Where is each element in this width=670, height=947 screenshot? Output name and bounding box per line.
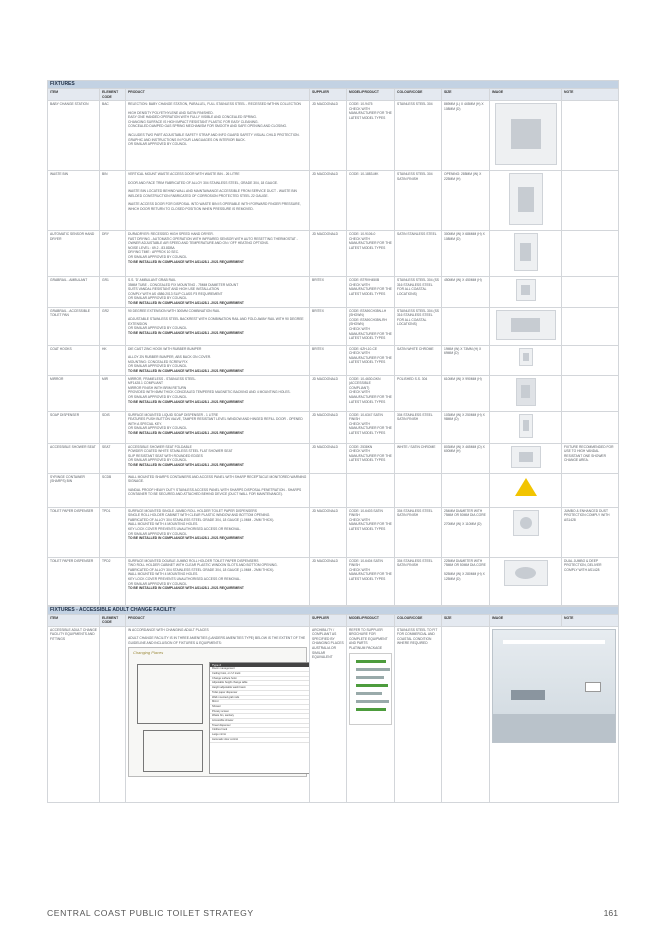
product-line: SINGLE ROLL HOLDER CABINET WITH CLEAR PLASTIC WINDOW AND BOTTOM OPENING. (128, 513, 271, 518)
note (562, 411, 619, 443)
product-description (126, 411, 310, 443)
product-line: COMPLY WITH AS 4586:2013 SLIP CLASS P3 REQUIREMENT (128, 291, 223, 296)
col-product: PRODUCT (126, 614, 310, 626)
element-code: MIR (100, 375, 126, 411)
product-line: TO BE INSTALLED IN COMPLIANCE WITH AS1428.1 -2021 REQUIREMENT (128, 300, 244, 305)
product-line: DOOR AND FACE TRIM FABRICATED OF ALLOY 304 STAINLESS STEEL, GRADE 304, 18 GAUGE. (128, 180, 278, 185)
product-line: WASTE ACCESS DOOR FOR DISPOSAL INTO WASTE BIN IS OPERABLE WITH FORWARD FINGER PRESSURE, WHICH DOOR RETURN TO CLOSED POSITION WHEN PRESSURE IS REMOVED. (128, 202, 301, 211)
element-code: SEAT (100, 443, 126, 473)
roll2-image (504, 560, 548, 586)
product-line: TO BE INSTALLED IN COMPLIANCE WITH AS1428.1 -2021 REQUIREMENT (128, 536, 244, 541)
colour: SATIN WHITE CHROME (395, 345, 442, 375)
note: FIXTURE RECOMMENDED FOR USE TO HIGH VANDAL RESISTANT ONE SHOWER CHANGE AREA. (562, 443, 619, 473)
colour (395, 473, 442, 507)
product-image (490, 171, 562, 231)
product-description (126, 473, 310, 507)
product-line: TO BE INSTALLED IN COMPLIANCE WITH AS1428.1 -2021 REQUIREMENT (128, 399, 244, 404)
section-fixtures (48, 81, 619, 89)
colour: SATIN STAINLESS STEEL (395, 231, 442, 277)
product-line: DURADRYER: RECESSED HIGH SPEED HAND DRYER. (128, 232, 214, 236)
model (347, 626, 395, 802)
product-image (490, 626, 619, 802)
product-line: KEY LOCK COVER PREVENTS UNAUTHORISED ACCESS OR REMOVAL. (128, 526, 241, 531)
product-line: OR SIMILAR APPROVED BY COUNCIL (128, 581, 188, 586)
colour: POLISHED S.S. 304 (395, 375, 442, 411)
colour: STAINLESS STEEL 304 (395, 101, 442, 171)
note: JUMBO & ENHANCED DUST PROTECTION COMPLY WITH AS1428 (562, 507, 619, 557)
product-line: OR SIMILAR APPROVED BY COUNCIL (128, 426, 188, 431)
product-description (126, 345, 310, 375)
section-title: FIXTURES - ACCESSIBLE ADULT CHANGE FACILITY (48, 606, 619, 614)
section-title: FIXTURES (48, 81, 619, 89)
product-line: WALL MOUNTED SHARPS CONTAINERS AND ACCESS PANEL WITH SHARP RECEPTACLE MONITORED WARNING SIGNAGE. (128, 474, 307, 484)
plan-key-item: Mirror (210, 700, 310, 705)
element-code: HK (100, 345, 126, 375)
model: CODE: BTA90CH35N-LH (SHOWN) CODE: BTA90CH35N-RH (SHOWN) CHECK WITH MANUFACTURER FOR THE LATEST MODEL TYPES (347, 307, 395, 345)
plan-key-list (210, 667, 310, 742)
element-code: BAC (100, 101, 126, 171)
product-line: TO BE INSTALLED IN COMPLIANCE WITH AS1428.1 -2021 REQUIREMENT (128, 462, 244, 467)
table-row (48, 307, 619, 345)
supplier: JD MACDONALD (310, 443, 347, 473)
footer-title: CENTRAL COAST PUBLIC TOILET STRATEGY (47, 908, 254, 918)
size (442, 626, 490, 802)
colour: STAINLESS STEEL 304 (SS 316 STAINLESS STEEL FOR ALL COASTAL LOCATIONS) (395, 277, 442, 308)
col-product: PRODUCT (126, 89, 310, 101)
col-code: ELEMENT CODE (100, 89, 126, 101)
product-line: S.S. 'D' AMBULANT GRAB RAIL (128, 278, 176, 282)
plan-key-item: Large mirror (210, 733, 310, 738)
product-image (490, 473, 562, 507)
col-note: NOTE (562, 89, 619, 101)
plan-key (209, 662, 310, 774)
plan-key-item: Toilet paper dispenser (210, 691, 310, 696)
table-row (48, 375, 619, 411)
supplier: ARCHIBILITY / COMPLIANT AS SPECIFIED BY CHANGING PLACES AUSTRALIA OR SIMILAR EQUIVALENT (310, 626, 347, 802)
model: CODE: BTRVH450B CHECK WITH MANUFACTURER FOR THE LATEST MODEL TYPES (347, 277, 395, 308)
product-line: 90 DEGREE EXTENSION WITH 300MM COMBINATION RAIL (128, 308, 220, 313)
table-row (48, 231, 619, 277)
note (562, 101, 619, 171)
product-line: TO BE INSTALLED IN COMPLIANCE WITH AS1428.1 -2021 REQUIREMENT (128, 586, 244, 591)
model: CODE: 10-6347 SATIN FINISH CHECK WITH MANUFACTURER FOR THE LATEST MODEL TYPES (347, 411, 395, 443)
product-line: TO BE INSTALLED IN COMPLIANCE WITH AS1428.1 -2021 REQUIREMENT (128, 430, 244, 435)
col-colour: COLOUR/CODE (395, 614, 442, 626)
product-line: OR SIMILAR APPROVED BY COUNCIL (128, 394, 188, 399)
item-name: SOAP DISPENSER (48, 411, 100, 443)
plan-key-item: Room management (210, 667, 310, 672)
product-line: SURFACE MOUNTED SINGLE JUMBO ROLL HOLDER TOILET PAPER DISPENSERS (128, 508, 257, 513)
item-name: GRABRAIL - AMBULANT (48, 277, 100, 308)
item-name: WASTE BIN (48, 171, 100, 231)
mirror-image (516, 378, 536, 406)
table-row (48, 277, 619, 308)
product-line: IN ACCORDANCE WITH CHANGING ADULT PLACES (128, 627, 209, 632)
size: 869MM (L) X 445MM (H) X 108MM (D) (442, 101, 490, 171)
plan-caption: Changing Places (133, 650, 164, 656)
supplier: JD MACDONALD (310, 171, 347, 231)
table-row (48, 411, 619, 443)
size: 225MM DIAMETER WITH 75MM OR 50MM DIA CORE 525MM (W) X 280MM (H) X 125MM (D) (442, 557, 490, 605)
colour: STAINLESS STEEL TO FIT FOR COMMERCIAL AND COASTAL CONDITION WHERE REQUIRED (395, 626, 442, 802)
plan-key-item: Wall mounted grab rails (210, 696, 310, 701)
element-code: TPD1 (100, 507, 126, 557)
supplier: BRITEX (310, 307, 347, 345)
product-description (126, 626, 310, 802)
product-line: SURFACE MOUNTED LIQUID SOAP DISPENSER - 1 LITRE (128, 412, 219, 417)
product-line: ACCESSIBLE SHOWER SEAT FOLDABLE (128, 444, 192, 449)
warning-sign-icon (515, 478, 537, 498)
product-line: OR SIMILAR APPROVED BY COUNCIL (128, 531, 188, 536)
model-text: REFER TO SUPPLIER BROCHURE FOR COMPLETE EQUIPMENT AND PARTS PLATINUM PACKAGE (349, 627, 388, 650)
product-description (126, 443, 310, 473)
model (347, 473, 395, 507)
product-line: RELECTION: BABY CHANGE STATION, PARALLEL, FULL STAINLESS STEEL - RECESSED WITHIN COLLECTION (128, 102, 301, 106)
product-line: OR SIMILAR APPROVED BY COUNCIL (128, 142, 188, 147)
element-code: SCDB (100, 473, 126, 507)
product-image (490, 307, 562, 345)
product-line: OR SIMILAR APPROVED BY COUNCIL (128, 364, 188, 369)
product-line: SUITS VANDAL RESISTANT AND HIGH USE INSTALLATION (128, 287, 219, 292)
product-line: FABRICATED OF ALLOY 304 STAINLESS STEEL GRADE 304, 18 GAUGE (1.0MM - 2MM THICK). (128, 567, 275, 572)
model: CODE: 2538KN CHECK WITH MANUFACTURER FOR THE LATEST MODEL TYPES (347, 443, 395, 473)
plan-room-elevation (143, 730, 203, 772)
product-line: MIRROR, FRAMELESS - STAINLESS STEEL. (128, 376, 197, 381)
size: 803MM (W) X 465MM (D) X 600MM (H) (442, 443, 490, 473)
item-name: ACCESSIBLE ADULT CHANGE FACILITY EQUIPMENTS AND FITTINGS (48, 626, 100, 802)
product-description (126, 171, 310, 231)
bin-image (509, 173, 543, 225)
product-line: TO BE INSTALLED IN COMPLIANCE WITH AS1428.1 -2021 REQUIREMENT (128, 368, 244, 373)
supplier: JD MACDONALD (310, 231, 347, 277)
table-row (48, 101, 619, 171)
product-line: OR SIMILAR APPROVED BY COUNCIL (128, 254, 188, 259)
table-header (48, 89, 619, 101)
note (562, 375, 619, 411)
col-size: SIZE (442, 614, 490, 626)
plan-key-item: Ceiling hoist, on 'H' track (210, 672, 310, 677)
item-name: GRABRAIL - ACCESSIBLE TOILET PAN (48, 307, 100, 345)
product-image (490, 411, 562, 443)
product-description (126, 557, 310, 605)
product-image (490, 101, 562, 171)
size (442, 307, 490, 345)
note (562, 345, 619, 375)
element-code: DRY (100, 231, 126, 277)
product-line: TO BE INSTALLED IN COMPLIANCE WITH AS1428.1 -2021 REQUIREMENT (128, 330, 244, 335)
dryer-image (514, 233, 538, 271)
product-image (490, 443, 562, 473)
product-line: FAST DRYING - AUTOMATIC OPERATION WITH INFRARED SENSOR WITH AUTO RESETTING THERMOSTAT - OWNER ADJUSTABLE AIR SPEED AND TEMPERATURE AND ON / OFF HEATING OPTIONS. (128, 236, 298, 246)
rail2-image (496, 310, 556, 340)
note (562, 307, 619, 345)
roll-image (513, 510, 539, 536)
col-size: SIZE (442, 89, 490, 101)
floor-plan-diagram (128, 647, 307, 777)
product-line: ADULT CHANGE FACILITY IS IN THREE AMENITIES (LANDERS AMENITIES TYPE) BELOW IS THE EXTENT OF THE GUIDELINE AND INCLUSION OF FIXTURES & EQUIPMENTS: (128, 636, 306, 645)
table-header (48, 614, 619, 626)
col-colour: COLOUR/CODE (395, 89, 442, 101)
product-line: FEATURES PUSH BUTTON VALVE, TAMPER RESISTANT LEVEL WINDOW AND HINGED REFILL DOOR - OPENED WITH A SPECIAL KEY. (128, 417, 303, 426)
product-line: SLIP RESISTANT SEAT WITH ROUNDED EDGES (128, 453, 203, 458)
col-note: NOTE (562, 614, 619, 626)
plan-key-item: Clothes hook (210, 728, 310, 733)
supplier: JD MACDONALD (310, 411, 347, 443)
product-line: WALL MOUNTED WITH 4 MOUNTING HOLES. (128, 572, 199, 577)
product-line: WALL MOUNTED WITH 4 MOUNTING HOLES. (128, 522, 199, 527)
col-model: MODEL/PRODUCT (347, 89, 395, 101)
colour: STAINLESS STEEL 304 (SS 316 STAINLESS STEEL FOR ALL COASTAL LOCATIONS) (395, 307, 442, 345)
colour: 304 STAINLESS STEEL SATIN FINISH (395, 557, 442, 605)
plan-key-item: Change surface hoist (210, 677, 310, 682)
product-line: NOISE LEVEL : 69.2 - 83.8DBA (128, 245, 175, 250)
plan-key-item: Shower (210, 705, 310, 710)
model: CODE: 10-4630-DKN (ACCESSIBLE COMPLIANT) CHECK WITH MANUFACTURER FOR THE LATEST MODEL TYPES (347, 375, 395, 411)
element-code: TPD2 (100, 557, 126, 605)
supplier: JD MACDONALD (310, 101, 347, 171)
product-description (126, 507, 310, 557)
baby-image (495, 103, 557, 165)
table-row (48, 626, 619, 802)
product-line: DIE CAST ZINC HOOK WITH RUBBER BUMPER (128, 346, 202, 351)
col-supplier: SUPPLIER (310, 614, 347, 626)
product-description (126, 231, 310, 277)
item-name: COAT HOOKS (48, 345, 100, 375)
col-item: ITEM (48, 89, 100, 101)
acf-table (47, 606, 619, 803)
rail-image (516, 279, 536, 301)
soap-image (519, 414, 533, 438)
note (562, 171, 619, 231)
plan-key-item: Waste bin, sanitary (210, 714, 310, 719)
item-name: AUTOMATIC SENSOR HAND DRYER (48, 231, 100, 277)
supplier: BRITEX (310, 345, 347, 375)
model: CODE: 10-1883-MK (347, 171, 395, 231)
col-supplier: SUPPLIER (310, 89, 347, 101)
plan-key-item: Height adjustable wash basin (210, 686, 310, 691)
table-row (48, 507, 619, 557)
note: DUAL JUMBO & DEEP PROTECTION, DELIVER COMPLY WITH AS1428 (562, 557, 619, 605)
size: 19MM (W) X 73MM (H) X 69MM (D) (442, 345, 490, 375)
product-line: ADJUSTABLE STAINLESS STEEL BACKREST WITH COMBINATION RAIL AND FOLD-AWAY RAIL WITH 90 DEGREE EXTENSION (128, 317, 304, 326)
size: OPENING: 285MM (W) X 225MM (H) (442, 171, 490, 231)
element-code: GR2 (100, 307, 126, 345)
product-line: FABRICATED OF ALLOY 304 STAINLESS STEEL GRADE 304, 18 GAUGE (1.0MM - 2MM THICK). (128, 517, 275, 522)
colour: 304 STAINLESS STEEL SATIN FINISH (395, 507, 442, 557)
product-line: MIRROR FINISH WITH BRIM RETURN (128, 385, 187, 390)
product-line: GRAPHIC AND INSTRUCTIONS IN FOUR LANGUAGES ON INTERIOR BACK. (128, 137, 246, 142)
product-line: TO BE INSTALLED IN COMPLIANCE WITH AS1428.1 -2021 REQUIREMENT (128, 259, 244, 264)
product-description (126, 307, 310, 345)
product-line: CONCEALED DAMPED GAS SPRING MECHANISM FOR SMOOTH AND SAFE OPENING AND CLOSING. (128, 124, 288, 129)
section-acf (48, 606, 619, 614)
product-image (490, 557, 562, 605)
model: CODE: 10-9475 CHECK WITH MANUFACTURER FOR THE LATEST MODEL TYPES (347, 101, 395, 171)
item-name: TOILET PAPER DISPENSER (48, 557, 100, 605)
col-image: IMAGE (490, 614, 562, 626)
product-line: EASY ONE HANDED OPERATION WITH FULLY VISIBLE AND CONCEALED SPRING. (128, 115, 257, 120)
model: CODE: 10-9106-0 CHECK WITH MANUFACTURER FOR THE LATEST MODEL TYPES (347, 231, 395, 277)
product-description (126, 375, 310, 411)
col-model: MODEL/PRODUCT (347, 614, 395, 626)
product-line: SURFACE MOUNTED DOUBLE JUMBO ROLL HOLDER TOILET PAPER DISPENSERS (128, 558, 259, 563)
product-line: HIGH DENSITY POLYETHYLENE AND SATIN FINISHED. (128, 110, 214, 115)
plan-key-item: Accessible shower (210, 719, 310, 724)
item-name: BABY CHANGE STATION (48, 101, 100, 171)
col-code: ELEMENT CODE (100, 614, 126, 626)
product-description (126, 277, 310, 308)
element-code: SDIS (100, 411, 126, 443)
plan-key-item: Privacy screen (210, 710, 310, 715)
product-line: TWO ROLL HOLDER CABINET WITH CLEAR PLASTIC WINDOW SLOTS AND BOTTOM OPENING. (128, 563, 278, 568)
product-image (490, 507, 562, 557)
element-code: BIN (100, 171, 126, 231)
product-line: MOUNTING: CONCEALED SCREW FIX (128, 359, 188, 364)
element-code (100, 626, 126, 802)
model: CODE: 10-6404 SATIN FINISH CHECK WITH MANUFACTURER FOR THE LATEST MODEL TYPES (347, 557, 395, 605)
plan-room (137, 664, 203, 724)
table-row (48, 443, 619, 473)
product-line: KEY LOCK COVER PREVENTS UNAUTHORISED ACCESS OR REMOVAL. (128, 576, 241, 581)
model: CODE: 6ZH-10-CE CHECK WITH MANUFACTURER FOR THE LATEST MODEL TYPES (347, 345, 395, 375)
fixtures-schedule (47, 80, 618, 803)
product-line: ALLOY ZN RUBBER BUMPER, ABS BACK ON COVER. (128, 355, 212, 360)
fixtures-table (47, 80, 619, 606)
product-line: OR SIMILAR APPROVED BY COUNCIL (128, 458, 188, 463)
product-image (490, 231, 562, 277)
size: 610MM (W) X 990MM (H) (442, 375, 490, 411)
col-image: IMAGE (490, 89, 562, 101)
facility-photo (492, 629, 616, 743)
note (562, 277, 619, 308)
product-image (490, 375, 562, 411)
product-line: 35MM TUBE - CONCEALED FIX MOUNTING - 75MM DIAMETER MOUNT (128, 282, 239, 287)
product-description (126, 101, 310, 171)
item-name: ACCESSIBLE SHOWER SEAT (48, 443, 100, 473)
product-image (490, 345, 562, 375)
table-row (48, 473, 619, 507)
item-name: TOILET PAPER DISPENSER (48, 507, 100, 557)
size (442, 473, 490, 507)
table-row (48, 171, 619, 231)
plan-key-item: Towel dispenser (210, 724, 310, 729)
note (562, 231, 619, 277)
colour: 304 STAINLESS STEEL SATIN FINISH (395, 411, 442, 443)
size: 300MM (W) X 686MM (H) X 108MM (D) (442, 231, 490, 277)
hook-image (519, 348, 533, 366)
size: 103MM (W) X 250MM (H) X 98MM (D) (442, 411, 490, 443)
model: CODE: 10-6403 SATIN FINISH CHECK WITH MANUFACTURER FOR THE LATEST MODEL TYPES (347, 507, 395, 557)
supplier: JD MACDONALD (310, 375, 347, 411)
brochure-image (349, 653, 392, 725)
product-line: OR SIMILAR APPROVED BY COUNCIL (128, 326, 188, 331)
colour: STAINLESS STEEL 304 SATIN FINISH (395, 171, 442, 231)
note (562, 473, 619, 507)
plan-key-item: Automatic door control (210, 738, 310, 743)
product-line: POWDER COATED WHITE STAINLESS STEEL FLAT SHOWER SEAT (128, 449, 233, 454)
product-line: OR SIMILAR APPROVED BY COUNCIL (128, 296, 188, 301)
item-name: MIRROR (48, 375, 100, 411)
supplier: BRITEX (310, 277, 347, 308)
product-image (490, 277, 562, 308)
product-line: DRYING TIME : APPROX 10 SEC. (128, 250, 179, 255)
product-line: VANDAL PROOF HEAVY DUTY STAINLESS ACCESS PANEL WITH SHARPS DISPOSAL PENETRATION - SHARPS CONTAINER TO BE SECURED AND ATTACHED BEHIND DEVICE (DUCT WALL FOR MAINTENANCE). (128, 487, 302, 497)
supplier (310, 473, 347, 507)
product-line: PROVIDED WITH 6MM THICK CONCEALED TEMPERED MAGNETIC BACKING AND 4 MOUNTING HOLES. (128, 390, 291, 395)
supplier: JD MACDONALD (310, 557, 347, 605)
plan-key-item: Adjustable height change table (210, 681, 310, 686)
table-row (48, 557, 619, 605)
size: 254MM DIAMETER WITH 75MM OR 50MM DIA CORE 270MM (W) X 110MM (D) (442, 507, 490, 557)
seat-image (511, 446, 541, 468)
item-name: SYRINGE CONTAINER (SHARPS) BIN (48, 473, 100, 507)
supplier: JD MACDONALD (310, 507, 347, 557)
colour: WHITE / SATIN CHROME (395, 443, 442, 473)
plan-key-title: Type 2 (210, 663, 310, 667)
product-line: MF1428.1 COMPLIANT (128, 381, 163, 386)
product-line: VERTICAL MOUNT WASTE ACCESS DOOR WITH WASTE BIN - 26 LITRE (128, 172, 240, 176)
product-line: INCLUDES TWO PART ADJUSTABLE SAFETY STRAP AND INFO GUARD SAFETY VISUAL CHILD PROTECTION. (128, 132, 300, 137)
product-line: WASTE BIN LOCATED BEHIND WALL AND MAINTAINANCE ACCESSIBLE FROM SERVICE DUCT - WASTE BIN WELDED CONSTRUCTION FABRICATED OF CORROSION PROTECTED STEEL 22 GAUGE. (128, 189, 297, 198)
table-row (48, 345, 619, 375)
col-item: ITEM (48, 614, 100, 626)
page-number: 161 (603, 908, 618, 918)
product-line: CHANGING SURFACE IS HIGH IMPACT RESISTANT PLASTIC FOR EASY CLEANING. (128, 119, 259, 124)
size: 450MM (W) X 450MM (H) (442, 277, 490, 308)
element-code: GR1 (100, 277, 126, 308)
